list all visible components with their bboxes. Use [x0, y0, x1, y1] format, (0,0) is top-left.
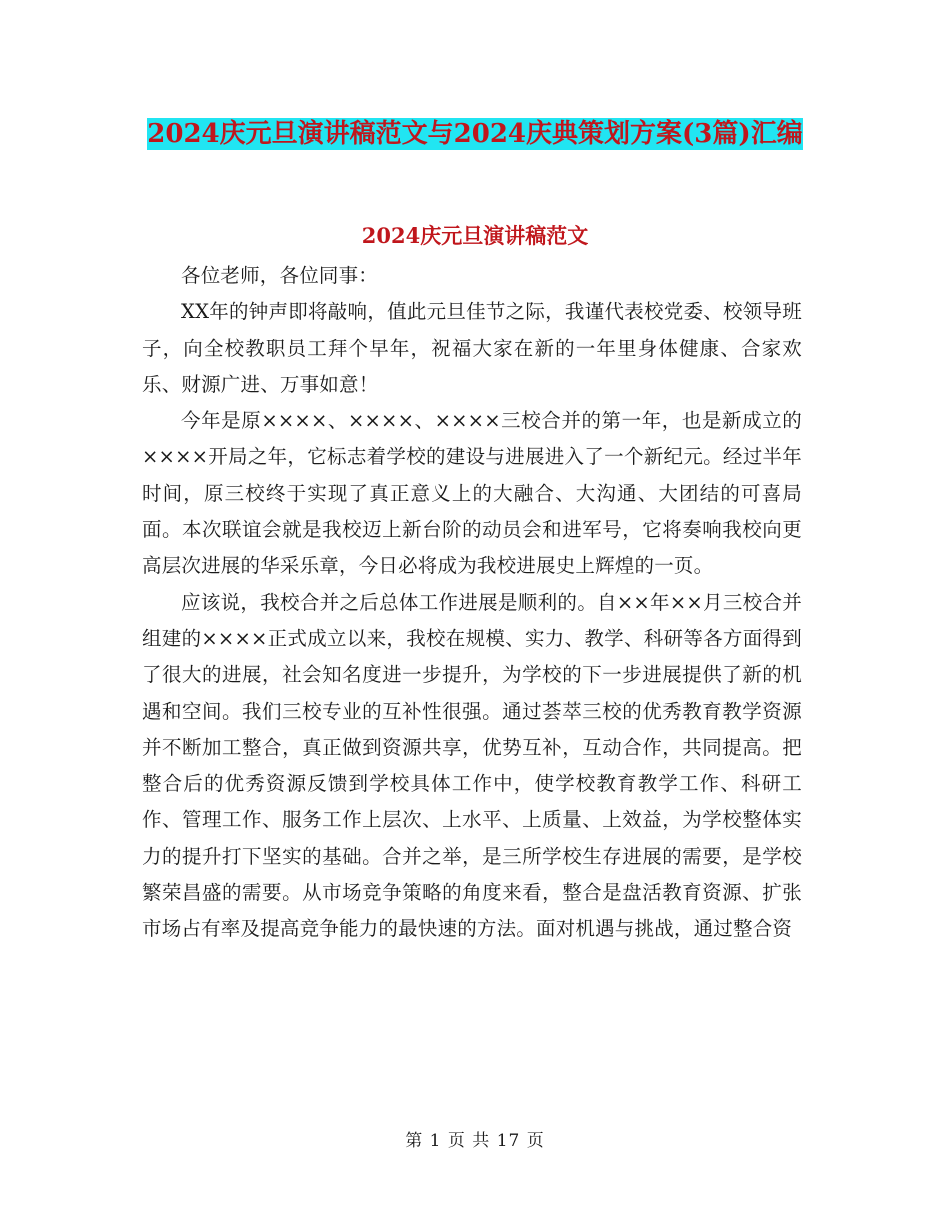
document-title-text: 2024庆元旦演讲稿范文与2024庆典策划方案(3篇)汇编 — [147, 119, 803, 149]
body-text — [142, 258, 802, 948]
document-title — [140, 112, 810, 156]
section-title: 2024庆元旦演讲稿范文 — [361, 223, 589, 248]
paragraph: 今年是原××××、××××、××××三校合并的第一年，也是新成立的××××开局之年，它标志着学校的建设与进展进入了一个新纪元。经过半年时间，原三校终于实现了真正意义上的大融合、大沟通、大团结的可喜局面。本次联谊会就是我校迈上新台阶的动员会和进军号，它将奏响我校向更高层次进展的华采乐章，今日必将成为我校进展史上辉煌的一页。 — [142, 409, 802, 578]
paragraph: 各位老师，各位同事： — [181, 264, 379, 287]
paragraph: 应该说，我校合并之后总体工作进展是顺利的。自××年××月三校合并组建的××××正式成立以来，我校在规模、实力、教学、科研等各方面得到了很大的进展，社会知名度进一步提升，为学校的下一步进展提供了新的机遇和空间。我们三校专业的互补性很强。通过荟萃三校的优秀教育教学资源并不断加工整合，真正做到资源共享，优势互补，互动合作，共同提高。把整合后的优秀资源反馈到学校具体工作中，使学校教育教学工作、科研工作、管理工作、服务工作上层次、上水平、上质量、上效益，为学校整体实力的提升打下坚实的基础。合并之举，是三所学校生存进展的需要，是学校繁荣昌盛的需要。从市场竞争策略的角度来看，整合是盘活教育资源、扩张市场占有率及提高竞争能力的最快速的方法。面对机遇与挑战，通过整合资 — [142, 590, 802, 941]
page-footer: 第 1 页 共 17 页 — [405, 1131, 545, 1151]
paragraph: XX年的钟声即将敲响，值此元旦佳节之际，我谨代表校党委、校领导班子，向全校教职员工拜个早年，祝福大家在新的一年里身体健康、合家欢乐、财源广进、万事如意！ — [142, 300, 802, 396]
